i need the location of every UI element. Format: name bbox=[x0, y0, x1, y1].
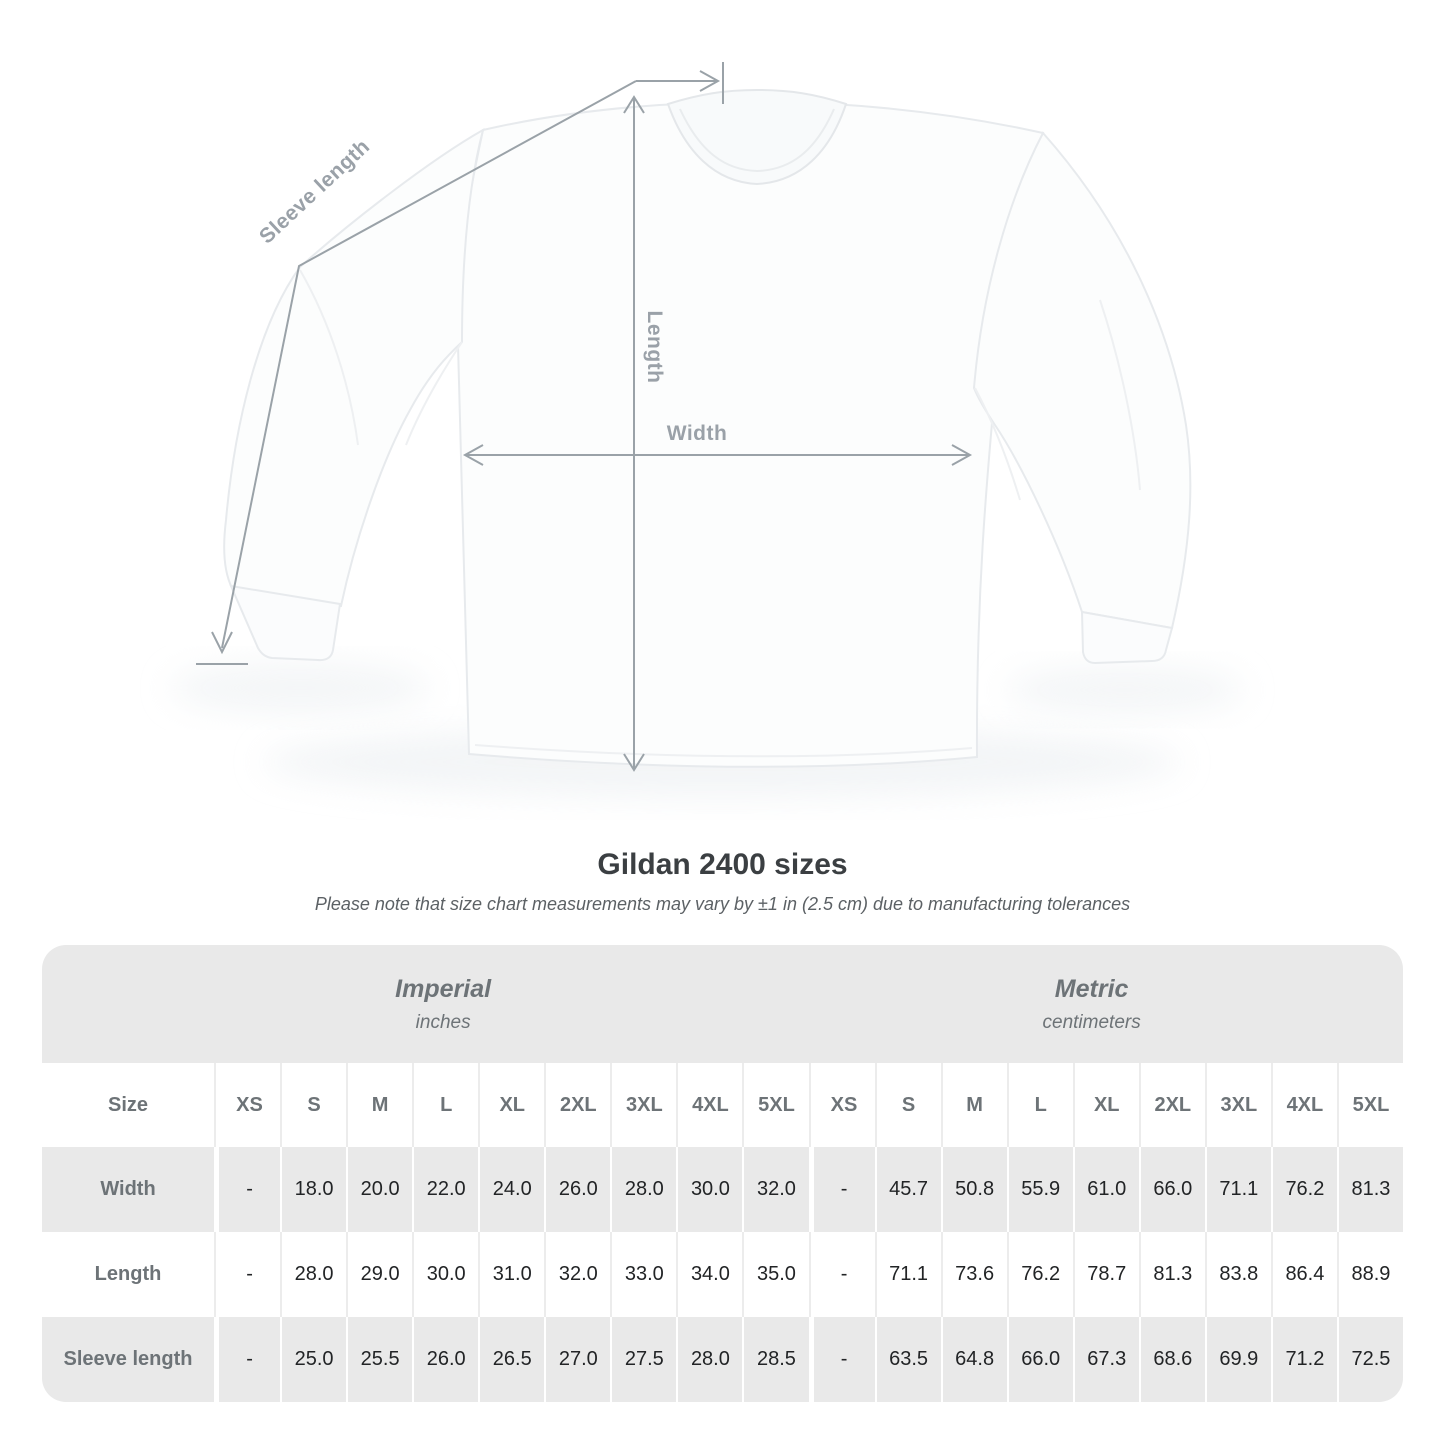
metric-value-cell: 83.8 bbox=[1207, 1232, 1271, 1317]
metric-size-header-l: L bbox=[1009, 1063, 1073, 1147]
metric-value-cell: 81.3 bbox=[1339, 1147, 1403, 1232]
metric-value-cell: 45.7 bbox=[877, 1147, 941, 1232]
size-table bbox=[42, 945, 1403, 1402]
length-label: Length bbox=[643, 310, 666, 384]
metric-value-cell: 68.6 bbox=[1141, 1317, 1205, 1402]
table-row-width bbox=[42, 1147, 1403, 1232]
imperial-value-cell: 26.0 bbox=[546, 1147, 610, 1232]
metric-group-title: Metric bbox=[1054, 974, 1129, 1003]
imperial-size-header-m: M bbox=[348, 1063, 412, 1147]
row-label: Length bbox=[94, 1263, 162, 1285]
table-row-sleeve-length bbox=[42, 1317, 1403, 1402]
imperial-size-header-s: S bbox=[282, 1063, 346, 1147]
metric-value-cell: - bbox=[811, 1232, 875, 1317]
metric-value-cell: 72.5 bbox=[1339, 1317, 1403, 1402]
tolerance-note: Please note that size chart measurements may vary by ±1 in (2.5 cm) due to manufacturing tolerances bbox=[314, 894, 1131, 914]
imperial-size-header-xs: XS bbox=[216, 1063, 280, 1147]
metric-size-header-5xl: 5XL bbox=[1339, 1063, 1403, 1147]
metric-group-subtitle: centimeters bbox=[1042, 1011, 1141, 1033]
imperial-value-cell: 32.0 bbox=[744, 1147, 808, 1232]
metric-value-cell: 61.0 bbox=[1075, 1147, 1139, 1232]
metric-group-header bbox=[808, 945, 1403, 1063]
imperial-value-cell: - bbox=[216, 1317, 280, 1402]
metric-value-cell: 71.1 bbox=[877, 1232, 941, 1317]
imperial-size-header-5xl: 5XL bbox=[744, 1063, 808, 1147]
imperial-size-header-4xl: 4XL bbox=[678, 1063, 742, 1147]
metric-value-cell: 76.2 bbox=[1273, 1147, 1337, 1232]
shirt-left-sleeve bbox=[224, 130, 483, 606]
imperial-value-cell: 28.5 bbox=[744, 1317, 808, 1402]
imperial-group-subtitle: inches bbox=[415, 1011, 471, 1033]
imperial-value-cell: 24.0 bbox=[480, 1147, 544, 1232]
metric-value-cell: - bbox=[811, 1147, 875, 1232]
imperial-value-cell: 22.0 bbox=[414, 1147, 478, 1232]
imperial-group-header bbox=[42, 945, 808, 1063]
metric-value-cell: - bbox=[811, 1317, 875, 1402]
size-table-body bbox=[42, 1147, 1403, 1402]
metric-value-cell: 71.2 bbox=[1273, 1317, 1337, 1402]
imperial-group-title: Imperial bbox=[395, 974, 492, 1003]
size-column-header: Size bbox=[107, 1093, 149, 1116]
imperial-size-header-l: L bbox=[414, 1063, 478, 1147]
row-label: Width bbox=[42, 1147, 214, 1232]
metric-value-cell: 66.0 bbox=[1009, 1317, 1073, 1402]
imperial-value-cell: 27.5 bbox=[612, 1317, 676, 1402]
metric-size-header-s: S bbox=[877, 1063, 941, 1147]
metric-value-cell: 76.2 bbox=[1009, 1232, 1073, 1317]
shirt-body bbox=[457, 102, 1043, 767]
imperial-size-header-3xl: 3XL bbox=[612, 1063, 676, 1147]
imperial-value-cell: 28.0 bbox=[612, 1147, 676, 1232]
metric-value-cell: 63.5 bbox=[877, 1317, 941, 1402]
imperial-value-cell: - bbox=[216, 1232, 280, 1317]
metric-size-header-xl: XL bbox=[1075, 1063, 1139, 1147]
metric-value-cell: 66.0 bbox=[1141, 1147, 1205, 1232]
row-label: Sleeve length bbox=[42, 1317, 214, 1402]
metric-value-cell: 88.9 bbox=[1339, 1232, 1403, 1317]
width-label: Width bbox=[666, 422, 728, 445]
metric-value-cell: 86.4 bbox=[1273, 1232, 1337, 1317]
metric-size-header-xs: XS bbox=[811, 1063, 875, 1147]
imperial-value-cell: 26.5 bbox=[480, 1317, 544, 1402]
imperial-value-cell: 31.0 bbox=[480, 1232, 544, 1317]
imperial-value-cell: 30.0 bbox=[678, 1147, 742, 1232]
sleeve-length-label: Sleeve length bbox=[254, 134, 375, 249]
unit-group-band bbox=[42, 945, 1403, 1063]
metric-value-cell: 64.8 bbox=[943, 1317, 1007, 1402]
metric-value-cell: 73.6 bbox=[943, 1232, 1007, 1317]
imperial-value-cell: 20.0 bbox=[348, 1147, 412, 1232]
imperial-value-cell: 34.0 bbox=[678, 1232, 742, 1317]
metric-value-cell: 81.3 bbox=[1141, 1232, 1205, 1317]
imperial-value-cell: 25.5 bbox=[348, 1317, 412, 1402]
imperial-value-cell: 33.0 bbox=[612, 1232, 676, 1317]
imperial-value-cell: 35.0 bbox=[744, 1232, 808, 1317]
table-row-length bbox=[42, 1232, 1403, 1317]
metric-value-cell: 71.1 bbox=[1207, 1147, 1271, 1232]
imperial-value-cell: - bbox=[216, 1147, 280, 1232]
imperial-value-cell: 30.0 bbox=[414, 1232, 478, 1317]
metric-value-cell: 50.8 bbox=[943, 1147, 1007, 1232]
metric-value-cell: 69.9 bbox=[1207, 1317, 1271, 1402]
metric-size-header-4xl: 4XL bbox=[1273, 1063, 1337, 1147]
metric-value-cell: 78.7 bbox=[1075, 1232, 1139, 1317]
metric-size-header-m: M bbox=[943, 1063, 1007, 1147]
metric-size-header-2xl: 2XL bbox=[1141, 1063, 1205, 1147]
imperial-size-header-xl: XL bbox=[480, 1063, 544, 1147]
metric-value-cell: 55.9 bbox=[1009, 1147, 1073, 1232]
imperial-value-cell: 27.0 bbox=[546, 1317, 610, 1402]
imperial-size-header-2xl: 2XL bbox=[546, 1063, 610, 1147]
imperial-value-cell: 18.0 bbox=[282, 1147, 346, 1232]
imperial-value-cell: 26.0 bbox=[414, 1317, 478, 1402]
page-title: Gildan 2400 sizes bbox=[597, 848, 848, 881]
metric-size-header-3xl: 3XL bbox=[1207, 1063, 1271, 1147]
metric-value-cell: 67.3 bbox=[1075, 1317, 1139, 1402]
imperial-value-cell: 25.0 bbox=[282, 1317, 346, 1402]
imperial-value-cell: 29.0 bbox=[348, 1232, 412, 1317]
imperial-value-cell: 28.0 bbox=[678, 1317, 742, 1402]
imperial-value-cell: 32.0 bbox=[546, 1232, 610, 1317]
size-header-row bbox=[42, 1063, 1403, 1147]
imperial-value-cell: 28.0 bbox=[282, 1232, 346, 1317]
